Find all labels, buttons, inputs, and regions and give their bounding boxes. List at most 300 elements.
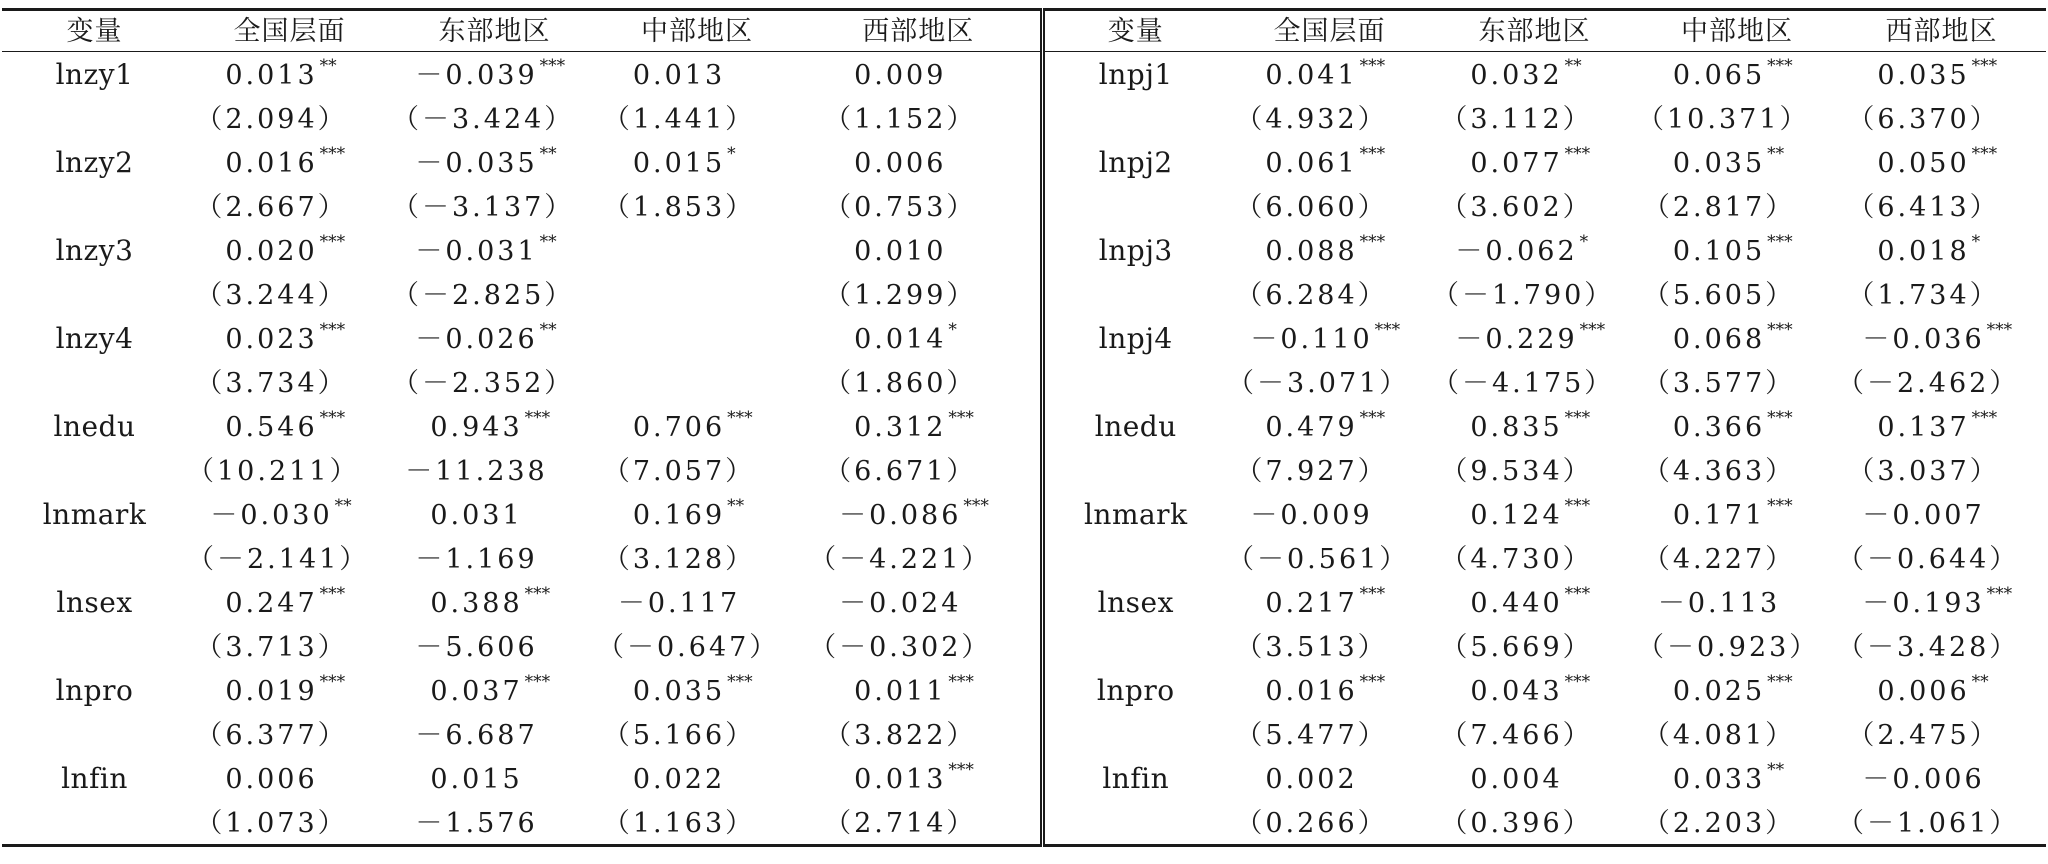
t-statistic-value: （－3.428） — [1837, 631, 2020, 663]
t-stat-row — [2, 98, 2046, 140]
coefficient-cell — [1637, 756, 1837, 802]
coefficient-cell — [1837, 228, 2046, 274]
coefficient-cell — [392, 140, 597, 186]
significance-stars: ** — [1767, 144, 1785, 164]
coefficient-value: 0.065 — [1672, 60, 1766, 91]
coefficient-cell — [797, 316, 1042, 362]
coefficient-value: 0.013 — [854, 764, 947, 795]
t-statistic-value: （－3.424） — [392, 103, 575, 135]
coefficient-cell — [1837, 316, 2046, 362]
t-statistic-value: （3.602） — [1440, 191, 1593, 223]
t-statistic-value: （6.060） — [1235, 191, 1388, 223]
coefficient-value: 0.020 — [225, 236, 318, 267]
t-statistic — [1637, 186, 1837, 228]
t-statistic-value: （－4.221） — [809, 543, 992, 575]
variable-name: lnsex — [56, 586, 133, 619]
coef-row — [2, 228, 2046, 274]
coefficient-value: 0.016 — [1265, 676, 1358, 707]
t-statistic-value: （9.534） — [1440, 455, 1593, 487]
coefficient-value: 0.035 — [1672, 148, 1766, 179]
t-statistic-value: （3.822） — [824, 719, 977, 751]
t-statistic — [1227, 450, 1432, 492]
significance-stars: *** — [1359, 144, 1386, 164]
coefficient-cell — [392, 492, 597, 538]
coefficient-cell — [1837, 140, 2046, 186]
coefficient-cell — [1432, 756, 1637, 802]
significance-stars: *** — [1564, 584, 1591, 604]
t-statistic-value: （2.094） — [195, 103, 348, 135]
significance-stars: *** — [1767, 56, 1793, 76]
significance-stars: *** — [948, 760, 974, 780]
coefficient-cell — [797, 404, 1042, 450]
t-statistic — [597, 626, 797, 668]
coefficient-cell — [1637, 404, 1837, 450]
t-statistic — [797, 538, 1042, 580]
coefficient-value: 0.014 — [854, 324, 947, 355]
t-statistic-value: （－0.644） — [1837, 543, 2020, 575]
t-statistic-value: （1.860） — [824, 367, 977, 399]
t-statistic-value: （4.363） — [1642, 455, 1796, 487]
coefficient-value: －0.036 — [1862, 324, 1985, 355]
t-statistic-value: （1.073） — [195, 807, 348, 839]
t-statistic-value: （6.377） — [195, 719, 348, 751]
coefficient-cell — [1637, 668, 1837, 714]
t-statistic — [1227, 714, 1432, 756]
coefficient-cell — [392, 756, 597, 802]
t-statistic — [797, 714, 1042, 756]
significance-stars: *** — [319, 672, 346, 692]
variable-name: lnpro — [1096, 674, 1175, 707]
t-statistic-value: （－1.790） — [1432, 279, 1615, 311]
empty-cell — [1042, 98, 1227, 140]
coefficient-value: －0.229 — [1455, 324, 1578, 355]
t-statistic-value: （0.396） — [1440, 807, 1593, 839]
regression-table — [2, 8, 2046, 847]
significance-stars: *** — [524, 584, 551, 604]
coefficient-cell — [1227, 52, 1432, 99]
coefficient-cell — [392, 52, 597, 99]
t-statistic-value: （6.370） — [1847, 103, 2000, 135]
t-statistic-value: （5.669） — [1440, 631, 1593, 663]
empty-cell — [2, 714, 187, 756]
significance-stars: ** — [539, 320, 557, 340]
coef-row — [2, 52, 2046, 99]
t-stat-row — [2, 538, 2046, 580]
significance-stars: *** — [948, 672, 974, 692]
t-statistic — [1637, 362, 1837, 404]
variable-name: lnsex — [1097, 586, 1174, 619]
t-statistic — [392, 98, 597, 140]
coefficient-value: 0.388 — [430, 588, 523, 619]
coefficient-value: －0.024 — [839, 587, 962, 619]
t-statistic-value: （6.284） — [1235, 279, 1388, 311]
coefficient-value: 0.366 — [1672, 412, 1766, 443]
coefficient-cell — [1432, 404, 1637, 450]
t-statistic — [1432, 450, 1637, 492]
empty-cell — [1042, 714, 1227, 756]
coefficient-cell — [187, 492, 392, 538]
t-statistic-value: （3.112） — [1440, 103, 1593, 135]
coefficient-cell — [597, 492, 797, 538]
coefficient-cell — [392, 668, 597, 714]
significance-stars: * — [1579, 232, 1589, 252]
t-statistic-value: （5.477） — [1235, 719, 1388, 751]
header-region: 全国层面 — [1227, 10, 1432, 52]
t-statistic — [1432, 98, 1637, 140]
t-stat-row — [2, 362, 2046, 404]
t-statistic-value: （3.713） — [195, 631, 348, 663]
significance-stars: *** — [1564, 144, 1591, 164]
coefficient-value: －0.086 — [839, 500, 962, 531]
coefficient-cell — [1637, 228, 1837, 274]
coefficient-cell — [1637, 140, 1837, 186]
coefficient-value: 0.312 — [854, 412, 947, 443]
coefficient-cell — [1227, 668, 1432, 714]
significance-stars: *** — [1767, 672, 1793, 692]
t-statistic — [187, 450, 392, 492]
t-statistic — [597, 802, 797, 846]
t-statistic — [392, 450, 597, 492]
t-statistic-value: （7.466） — [1440, 719, 1593, 751]
coefficient-cell — [797, 52, 1042, 99]
t-statistic-value: （10.211） — [187, 455, 360, 487]
t-statistic — [1837, 538, 2046, 580]
coefficient-cell — [1837, 52, 2046, 99]
empty-cell — [2, 362, 187, 404]
t-statistic-value: （－2.141） — [187, 543, 370, 575]
coefficient-value: 0.035 — [632, 676, 726, 707]
t-statistic — [1432, 802, 1637, 846]
t-statistic — [1432, 274, 1637, 316]
significance-stars: *** — [1564, 408, 1591, 428]
significance-stars: *** — [1359, 56, 1386, 76]
significance-stars: *** — [948, 408, 974, 428]
coefficient-value: 0.061 — [1265, 148, 1358, 179]
t-statistic-value: （3.037） — [1847, 455, 2000, 487]
coefficient-value: 0.037 — [430, 676, 523, 707]
empty-cell — [1042, 538, 1227, 580]
significance-stars: *** — [1564, 672, 1591, 692]
coefficient-value: 0.019 — [225, 676, 318, 707]
t-statistic — [797, 626, 1042, 668]
coefficient-value: 0.077 — [1470, 148, 1563, 179]
t-stat-row — [2, 802, 2046, 846]
coefficient-cell — [392, 228, 597, 274]
t-statistic — [392, 714, 597, 756]
significance-stars: *** — [1986, 584, 2013, 604]
coefficient-value: 0.033 — [1672, 764, 1766, 795]
t-statistic — [1227, 98, 1432, 140]
t-stat-row — [2, 714, 2046, 756]
coefficient-cell — [1837, 756, 2046, 802]
significance-stars: *** — [727, 408, 753, 428]
t-statistic — [392, 626, 597, 668]
t-statistic — [797, 450, 1042, 492]
t-statistic — [597, 98, 797, 140]
coef-row — [2, 140, 2046, 186]
variable-name: lnpj4 — [1098, 322, 1173, 355]
coefficient-cell — [187, 228, 392, 274]
significance-stars: ** — [319, 56, 337, 76]
coefficient-value: －0.026 — [415, 324, 538, 355]
coefficient-cell — [187, 140, 392, 186]
coefficient-cell — [187, 668, 392, 714]
coefficient-value: 0.006 — [225, 763, 318, 795]
header-region: 东部地区 — [1432, 10, 1637, 52]
t-statistic-value: －5.606 — [415, 631, 538, 663]
significance-stars: *** — [1564, 496, 1591, 516]
variable-name: lnedu — [53, 410, 136, 443]
coefficient-value: －0.193 — [1862, 588, 1985, 619]
t-statistic — [797, 802, 1042, 846]
t-statistic — [1837, 626, 2046, 668]
variable-name: lnzy2 — [55, 146, 134, 179]
header-variable: 变量 — [2, 10, 187, 52]
significance-stars: *** — [1359, 408, 1386, 428]
empty-cell — [1042, 802, 1227, 846]
t-statistic — [1637, 802, 1837, 846]
coefficient-value: 0.013 — [632, 59, 726, 91]
empty-cell — [1042, 362, 1227, 404]
coef-row — [2, 316, 2046, 362]
empty-cell — [1042, 626, 1227, 668]
t-statistic — [597, 538, 797, 580]
coefficient-value: 0.031 — [430, 499, 523, 531]
t-statistic — [597, 714, 797, 756]
t-statistic-value: （－0.302） — [809, 631, 992, 663]
coefficient-cell — [1432, 492, 1637, 538]
coefficient-cell — [797, 228, 1042, 274]
variable-name: lnzy1 — [55, 58, 134, 91]
coefficient-value: 0.006 — [1877, 676, 1970, 707]
coefficient-value: －0.031 — [415, 236, 538, 267]
coefficient-value: 0.479 — [1265, 412, 1358, 443]
coefficient-cell — [187, 580, 392, 626]
t-statistic — [1837, 802, 2046, 846]
significance-stars: * — [1971, 232, 1981, 252]
t-statistic-value: （7.057） — [602, 455, 756, 487]
coefficient-cell — [797, 140, 1042, 186]
coefficient-value: －0.035 — [415, 148, 538, 179]
significance-stars: *** — [1971, 144, 1998, 164]
coefficient-cell — [1837, 580, 2046, 626]
t-statistic — [187, 538, 392, 580]
significance-stars: *** — [1767, 320, 1793, 340]
empty-cell — [1042, 450, 1227, 492]
t-statistic — [1637, 274, 1837, 316]
variable-name: lnzy3 — [55, 234, 134, 267]
coefficient-cell — [597, 756, 797, 802]
empty-cell — [2, 802, 187, 846]
coefficient-cell — [597, 52, 797, 99]
coefficient-value: 0.015 — [632, 148, 726, 179]
t-statistic — [392, 362, 597, 404]
variable-name: lnzy4 — [55, 322, 134, 355]
t-statistic-value: （－2.352） — [392, 367, 575, 399]
t-statistic — [797, 274, 1042, 316]
t-stat-row — [2, 186, 2046, 228]
header-region: 西部地区 — [1837, 10, 2046, 52]
t-stat-row — [2, 450, 2046, 492]
t-statistic-value: （4.730） — [1440, 543, 1593, 575]
t-statistic — [1432, 362, 1637, 404]
t-statistic — [597, 274, 797, 316]
coefficient-cell — [1432, 668, 1637, 714]
significance-stars: ** — [1564, 56, 1582, 76]
significance-stars: *** — [1986, 320, 2013, 340]
significance-stars: *** — [319, 584, 346, 604]
empty-cell — [1042, 186, 1227, 228]
significance-stars: *** — [1359, 672, 1386, 692]
t-statistic — [187, 626, 392, 668]
coefficient-value: 0.043 — [1470, 676, 1563, 707]
significance-stars: ** — [539, 144, 557, 164]
coefficient-value: 0.706 — [632, 412, 726, 443]
coefficient-value: －0.006 — [1862, 763, 1985, 795]
t-statistic-value: （6.413） — [1847, 191, 2000, 223]
t-statistic-value: （3.577） — [1642, 367, 1796, 399]
t-statistic — [1432, 714, 1637, 756]
header-region: 中部地区 — [597, 10, 797, 52]
t-statistic-value: （0.753） — [824, 191, 977, 223]
coefficient-cell — [797, 492, 1042, 538]
significance-stars: *** — [1579, 320, 1606, 340]
coefficient-cell — [1432, 140, 1637, 186]
coefficient-value: 0.546 — [225, 412, 318, 443]
coefficient-value: 0.032 — [1470, 60, 1563, 91]
coefficient-cell — [1837, 492, 2046, 538]
variable-name: lnpj3 — [1098, 234, 1173, 267]
coefficient-cell — [1227, 316, 1432, 362]
coefficient-cell — [1227, 140, 1432, 186]
t-statistic-value: （3.513） — [1235, 631, 1388, 663]
empty-cell — [2, 626, 187, 668]
t-statistic-value: （－0.561） — [1227, 543, 1410, 575]
coefficient-value: 0.088 — [1265, 236, 1358, 267]
coefficient-cell — [797, 668, 1042, 714]
t-statistic — [797, 186, 1042, 228]
t-statistic-value: （－3.071） — [1227, 367, 1410, 399]
regression-table-container — [2, 8, 2046, 856]
t-statistic — [1837, 362, 2046, 404]
t-statistic — [1837, 450, 2046, 492]
t-statistic-value: （－2.462） — [1837, 367, 2020, 399]
coefficient-value: －0.110 — [1250, 324, 1373, 355]
t-statistic — [1227, 626, 1432, 668]
coefficient-value: 0.124 — [1470, 500, 1563, 531]
t-statistic — [187, 362, 392, 404]
t-statistic-value: （－4.175） — [1432, 367, 1615, 399]
t-statistic-value: －1.576 — [415, 807, 538, 839]
coefficient-value: 0.137 — [1877, 412, 1970, 443]
coefficient-value: 0.943 — [430, 412, 523, 443]
t-statistic — [1637, 538, 1837, 580]
coef-row — [2, 756, 2046, 802]
coefficient-value: 0.006 — [854, 147, 947, 179]
coefficient-cell — [1432, 580, 1637, 626]
t-statistic — [392, 186, 597, 228]
t-statistic — [1227, 538, 1432, 580]
variable-name: lnpj2 — [1098, 146, 1173, 179]
t-statistic-value: （2.667） — [195, 191, 348, 223]
significance-stars: *** — [1374, 320, 1401, 340]
t-statistic-value: （2.203） — [1642, 807, 1796, 839]
coefficient-cell — [187, 52, 392, 99]
t-statistic — [597, 186, 797, 228]
t-statistic-value: （1.299） — [824, 279, 977, 311]
variable-name: lnfin — [1102, 762, 1170, 795]
significance-stars: *** — [524, 408, 551, 428]
t-statistic-value: （1.152） — [824, 103, 977, 135]
t-statistic — [1637, 98, 1837, 140]
coefficient-value: －0.030 — [210, 500, 333, 531]
coefficient-value: －0.117 — [617, 587, 741, 619]
t-statistic-value: （－0.923） — [1637, 631, 1820, 663]
significance-stars: * — [948, 320, 957, 340]
t-statistic — [1227, 362, 1432, 404]
t-statistic-value: （0.266） — [1235, 807, 1388, 839]
coefficient-value: 0.015 — [430, 763, 523, 795]
t-statistic — [1637, 714, 1837, 756]
coefficient-value: －0.039 — [415, 60, 538, 91]
t-statistic-value: －1.169 — [415, 543, 538, 575]
coefficient-cell — [187, 404, 392, 450]
coefficient-cell — [1637, 492, 1837, 538]
coefficient-value: 0.004 — [1470, 763, 1563, 795]
t-statistic — [187, 98, 392, 140]
coefficient-cell — [1227, 228, 1432, 274]
coefficient-value: 0.023 — [225, 324, 318, 355]
t-statistic-value: （6.671） — [824, 455, 977, 487]
coefficient-cell — [1637, 52, 1837, 99]
t-statistic-value: （5.605） — [1642, 279, 1796, 311]
coefficient-cell — [597, 140, 797, 186]
coefficient-value: －0.113 — [1657, 587, 1781, 619]
t-statistic-value: （7.927） — [1235, 455, 1388, 487]
coefficient-value: 0.002 — [1265, 763, 1358, 795]
significance-stars: * — [727, 144, 736, 164]
t-statistic — [1227, 186, 1432, 228]
t-statistic — [1837, 98, 2046, 140]
t-statistic — [1837, 274, 2046, 316]
t-statistic-value: （－1.061） — [1837, 807, 2020, 839]
t-statistic — [1432, 538, 1637, 580]
coef-row — [2, 404, 2046, 450]
variable-name: lnmark — [1083, 498, 1188, 531]
t-statistic-value: （3.244） — [195, 279, 348, 311]
coefficient-cell — [392, 316, 597, 362]
empty-cell — [2, 274, 187, 316]
coefficient-cell — [1432, 316, 1637, 362]
coefficient-value: 0.041 — [1265, 60, 1358, 91]
t-statistic — [187, 714, 392, 756]
significance-stars: ** — [1971, 672, 1989, 692]
coefficient-value: 0.011 — [854, 676, 947, 707]
coefficient-value: 0.018 — [1877, 236, 1970, 267]
empty-cell — [2, 186, 187, 228]
coefficient-cell — [597, 228, 797, 274]
header-region: 中部地区 — [1637, 10, 1837, 52]
coefficient-value: 0.171 — [1672, 500, 1766, 531]
coef-row — [2, 580, 2046, 626]
coefficient-value: 0.068 — [1672, 324, 1766, 355]
t-statistic — [1637, 450, 1837, 492]
header-region: 西部地区 — [797, 10, 1042, 52]
t-statistic — [1227, 802, 1432, 846]
t-statistic — [1432, 626, 1637, 668]
t-statistic-value: （2.817） — [1642, 191, 1796, 223]
coefficient-value: 0.247 — [225, 588, 318, 619]
